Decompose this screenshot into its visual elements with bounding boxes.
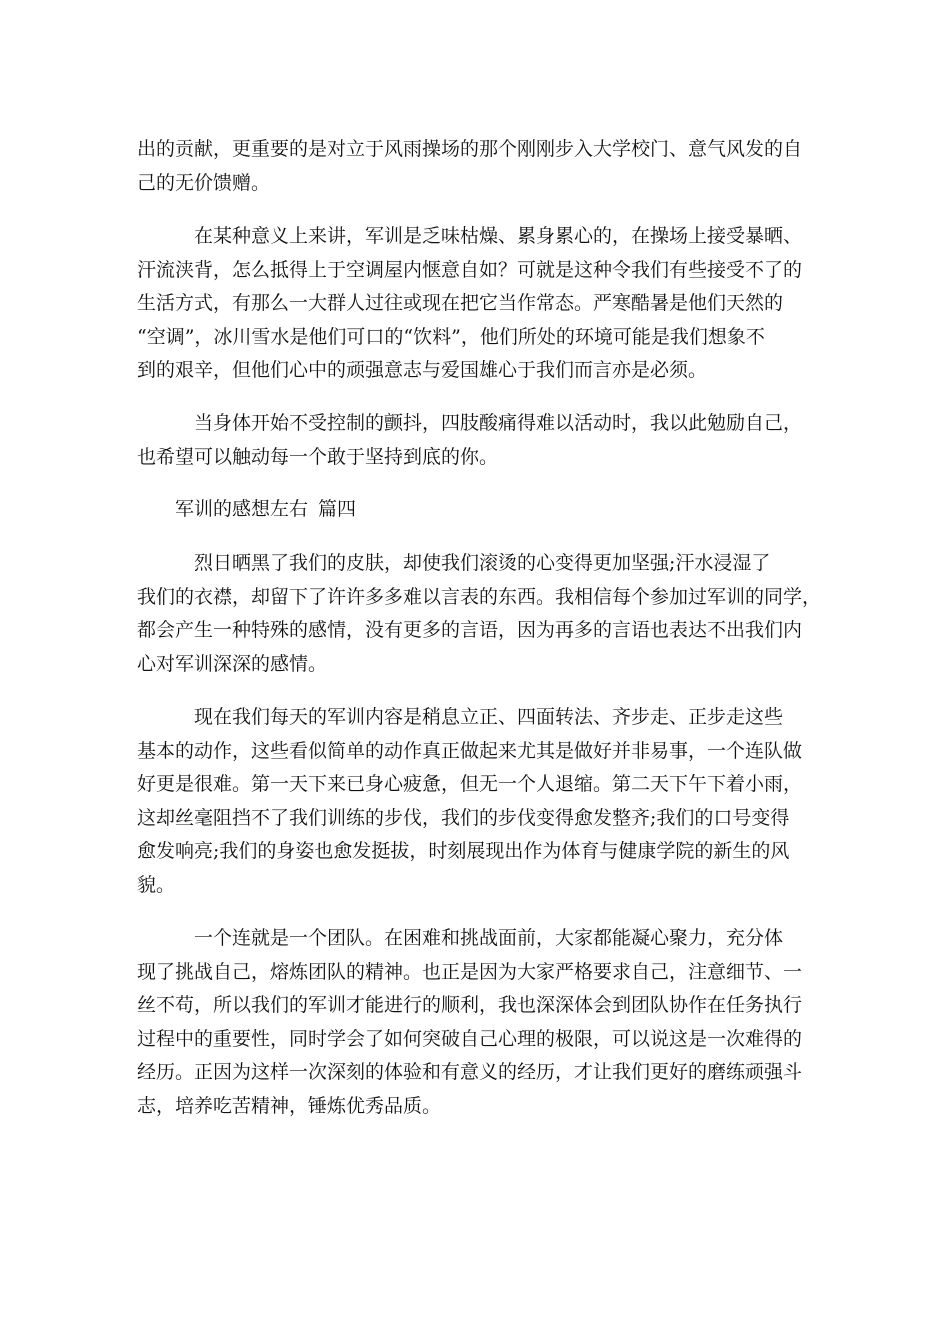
paragraph-1-line-2: 己的无价馈赠。 [137, 172, 271, 194]
section-heading [175, 497, 356, 521]
paragraph-6-line-3: 好更是很难。第一天下来已身心疲惫，但无一个人退缩。第二天下午下着小雨， [137, 773, 803, 795]
paragraph-6-line-2: 基本的动作，这些看似简单的动作真正做起来尤其是做好并非易事，一个连队做 [137, 740, 803, 762]
paragraph-6-line-6: 貌。 [137, 874, 176, 896]
paragraph-5-line-1: 烈日晒黑了我们的皮肤，却使我们滚烫的心变得更加坚强;汗水浸湿了 [137, 552, 771, 574]
section-heading-title: 军训的感想左右 [175, 498, 309, 520]
paragraph-2-line-3: 生活方式，有那么一大群人过往或现在把它当作常态。严寒酷暑是他们天然的 [137, 292, 784, 314]
paragraph-7-line-2: 现了挑战自己，熔炼团队的精神。也正是因为大家严格要求自己，注意细节、一 [137, 961, 803, 983]
paragraph-5-line-2: 我们的衣襟，却留下了许许多多难以言表的东西。我相信每个参加过军训的同学， [137, 586, 822, 608]
paragraph-2-line-4: “空调”，冰川雪水是他们可口的“饮料”，他们所处的环境可能是我们想象不 [137, 326, 765, 348]
paragraph-7-line-3: 丝不苟，所以我们的军训才能进行的顺利，我也深深体会到团队协作在任务执行 [137, 994, 803, 1016]
paragraph-3-line-2: 也希望可以触动每一个敢于坚持到底的你。 [137, 446, 499, 468]
paragraph-6-line-5: 愈发响亮;我们的身姿也愈发挺拔，时刻展现出作为体育与健康学院的新生的风 [137, 840, 790, 862]
paragraph-7-line-4: 过程中的重要性，同时学会了如何突破自己心理的极限，可以说这是一次难得的 [137, 1028, 803, 1050]
paragraph-5-line-4: 心对军训深深的感情。 [137, 653, 328, 675]
paragraph-3-line-1: 当身体开始不受控制的颤抖，四肢酸痛得难以活动时，我以此勉励自己， [137, 412, 803, 434]
paragraph-6-line-1: 现在我们每天的军训内容是稍息立正、四面转法、齐步走、正步走这些 [137, 706, 784, 728]
paragraph-2-line-5: 到的艰辛，但他们心中的顽强意志与爱国雄心于我们而言亦是必须。 [137, 359, 708, 381]
paragraph-1-line-1: 出的贡献，更重要的是对立于风雨操场的那个刚刚步入大学校门、意气风发的自 [137, 138, 803, 160]
paragraph-7-line-6: 志，培养吃苦精神，锤炼优秀品质。 [137, 1095, 442, 1117]
section-heading-part: 篇四 [318, 498, 357, 520]
paragraph-2-line-2: 汗流浃背，怎么抵得上于空调屋内惬意自如？可就是这种令我们有些接受不了的 [137, 259, 803, 281]
paragraph-7-line-5: 经历。正因为这样一次深刻的体验和有意义的经历，才让我们更好的磨练顽强斗 [137, 1061, 803, 1083]
paragraph-2-line-1: 在某种意义上来讲，军训是乏味枯燥、累身累心的，在操场上接受暴晒、 [137, 225, 803, 247]
paragraph-7-line-1: 一个连就是一个团队。在困难和挑战面前，大家都能凝心聚力，充分体 [137, 927, 784, 949]
paragraph-5-line-3: 都会产生一种特殊的感情，没有更多的言语，因为再多的言语也表达不出我们内 [137, 619, 803, 641]
paragraph-6-line-4: 这却丝毫阻挡不了我们训练的步伐，我们的步伐变得愈发整齐;我们的口号变得 [137, 807, 790, 829]
